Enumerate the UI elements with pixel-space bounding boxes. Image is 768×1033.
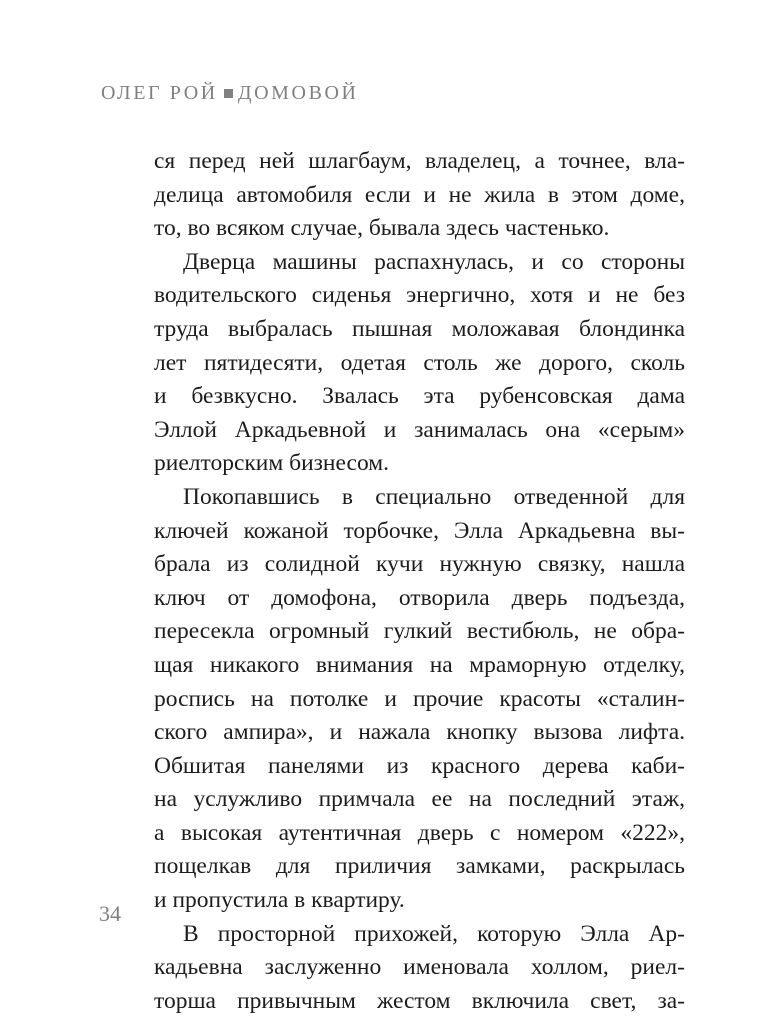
text-line: Эллой Аркадьевной и занималась она «серым» [154,416,685,443]
text-line: ского ампира», и нажала кнопку вызова лифта. [154,719,685,746]
text-line: пересекла огромный гулкий вестибюль, не обра- [154,618,685,645]
text-line: то, во всяком случае, бывала здесь частенько. [154,215,610,242]
separator-bullet-icon [224,89,233,98]
text-line: В просторной прихожей, которую Элла Ар- [183,920,685,947]
text-line: пощелкав для приличия замками, раскрылась [154,853,685,880]
text-line: кадьевна заслуженно именовала холлом, риел- [154,954,685,981]
text-line: делица автомобиля если и не жила в этом доме, [154,181,685,208]
body-text [154,145,685,1018]
running-head-title: ДОМОВОЙ [237,82,359,104]
text-line: брала из солидной кучи нужную связку, нашла [154,551,685,578]
text-line: и пропустила в квартиру. [154,887,405,914]
text-line: щая никакого внимания на мраморную отделку, [154,651,685,678]
text-line: водительского сиденья энергично, хотя и не без [154,282,685,309]
text-line: торша привычным жестом включила свет, за- [154,987,685,1014]
text-line: на услужливо примчала ее на последний этаж, [154,786,685,813]
text-line: а высокая аутентичная дверь с номером «222», [154,819,685,846]
text-line: лет пятидесяти, одетая столь же дорого, сколь [154,349,685,376]
running-head-author: ОЛЕГ РОЙ [101,82,218,104]
text-line: ся перед ней шлагбаум, владелец, а точнее, вла- [154,148,685,174]
page-number: 34 [99,901,121,926]
text-line: Покопавшись в специально отведенной для [183,483,685,510]
text-line: ключей кожаной торбочке, Элла Аркадьевна вы- [154,517,685,544]
text-line: роспись на потолке и прочие красоты «сталин- [154,685,685,712]
text-line: Дверца машины распахнулась, и со стороны [183,248,685,275]
text-line: Обшитая панелями из красного дерева каби- [154,752,685,779]
text-line: труда выбралась пышная моложавая блондинка [154,315,685,342]
text-line: ключ от домофона, отворила дверь подъезда, [154,584,685,611]
text-line: риелторским бизнесом. [154,450,389,477]
text-line: и безвкусно. Звалась эта рубенсовская дама [154,383,685,410]
running-head [101,81,359,105]
